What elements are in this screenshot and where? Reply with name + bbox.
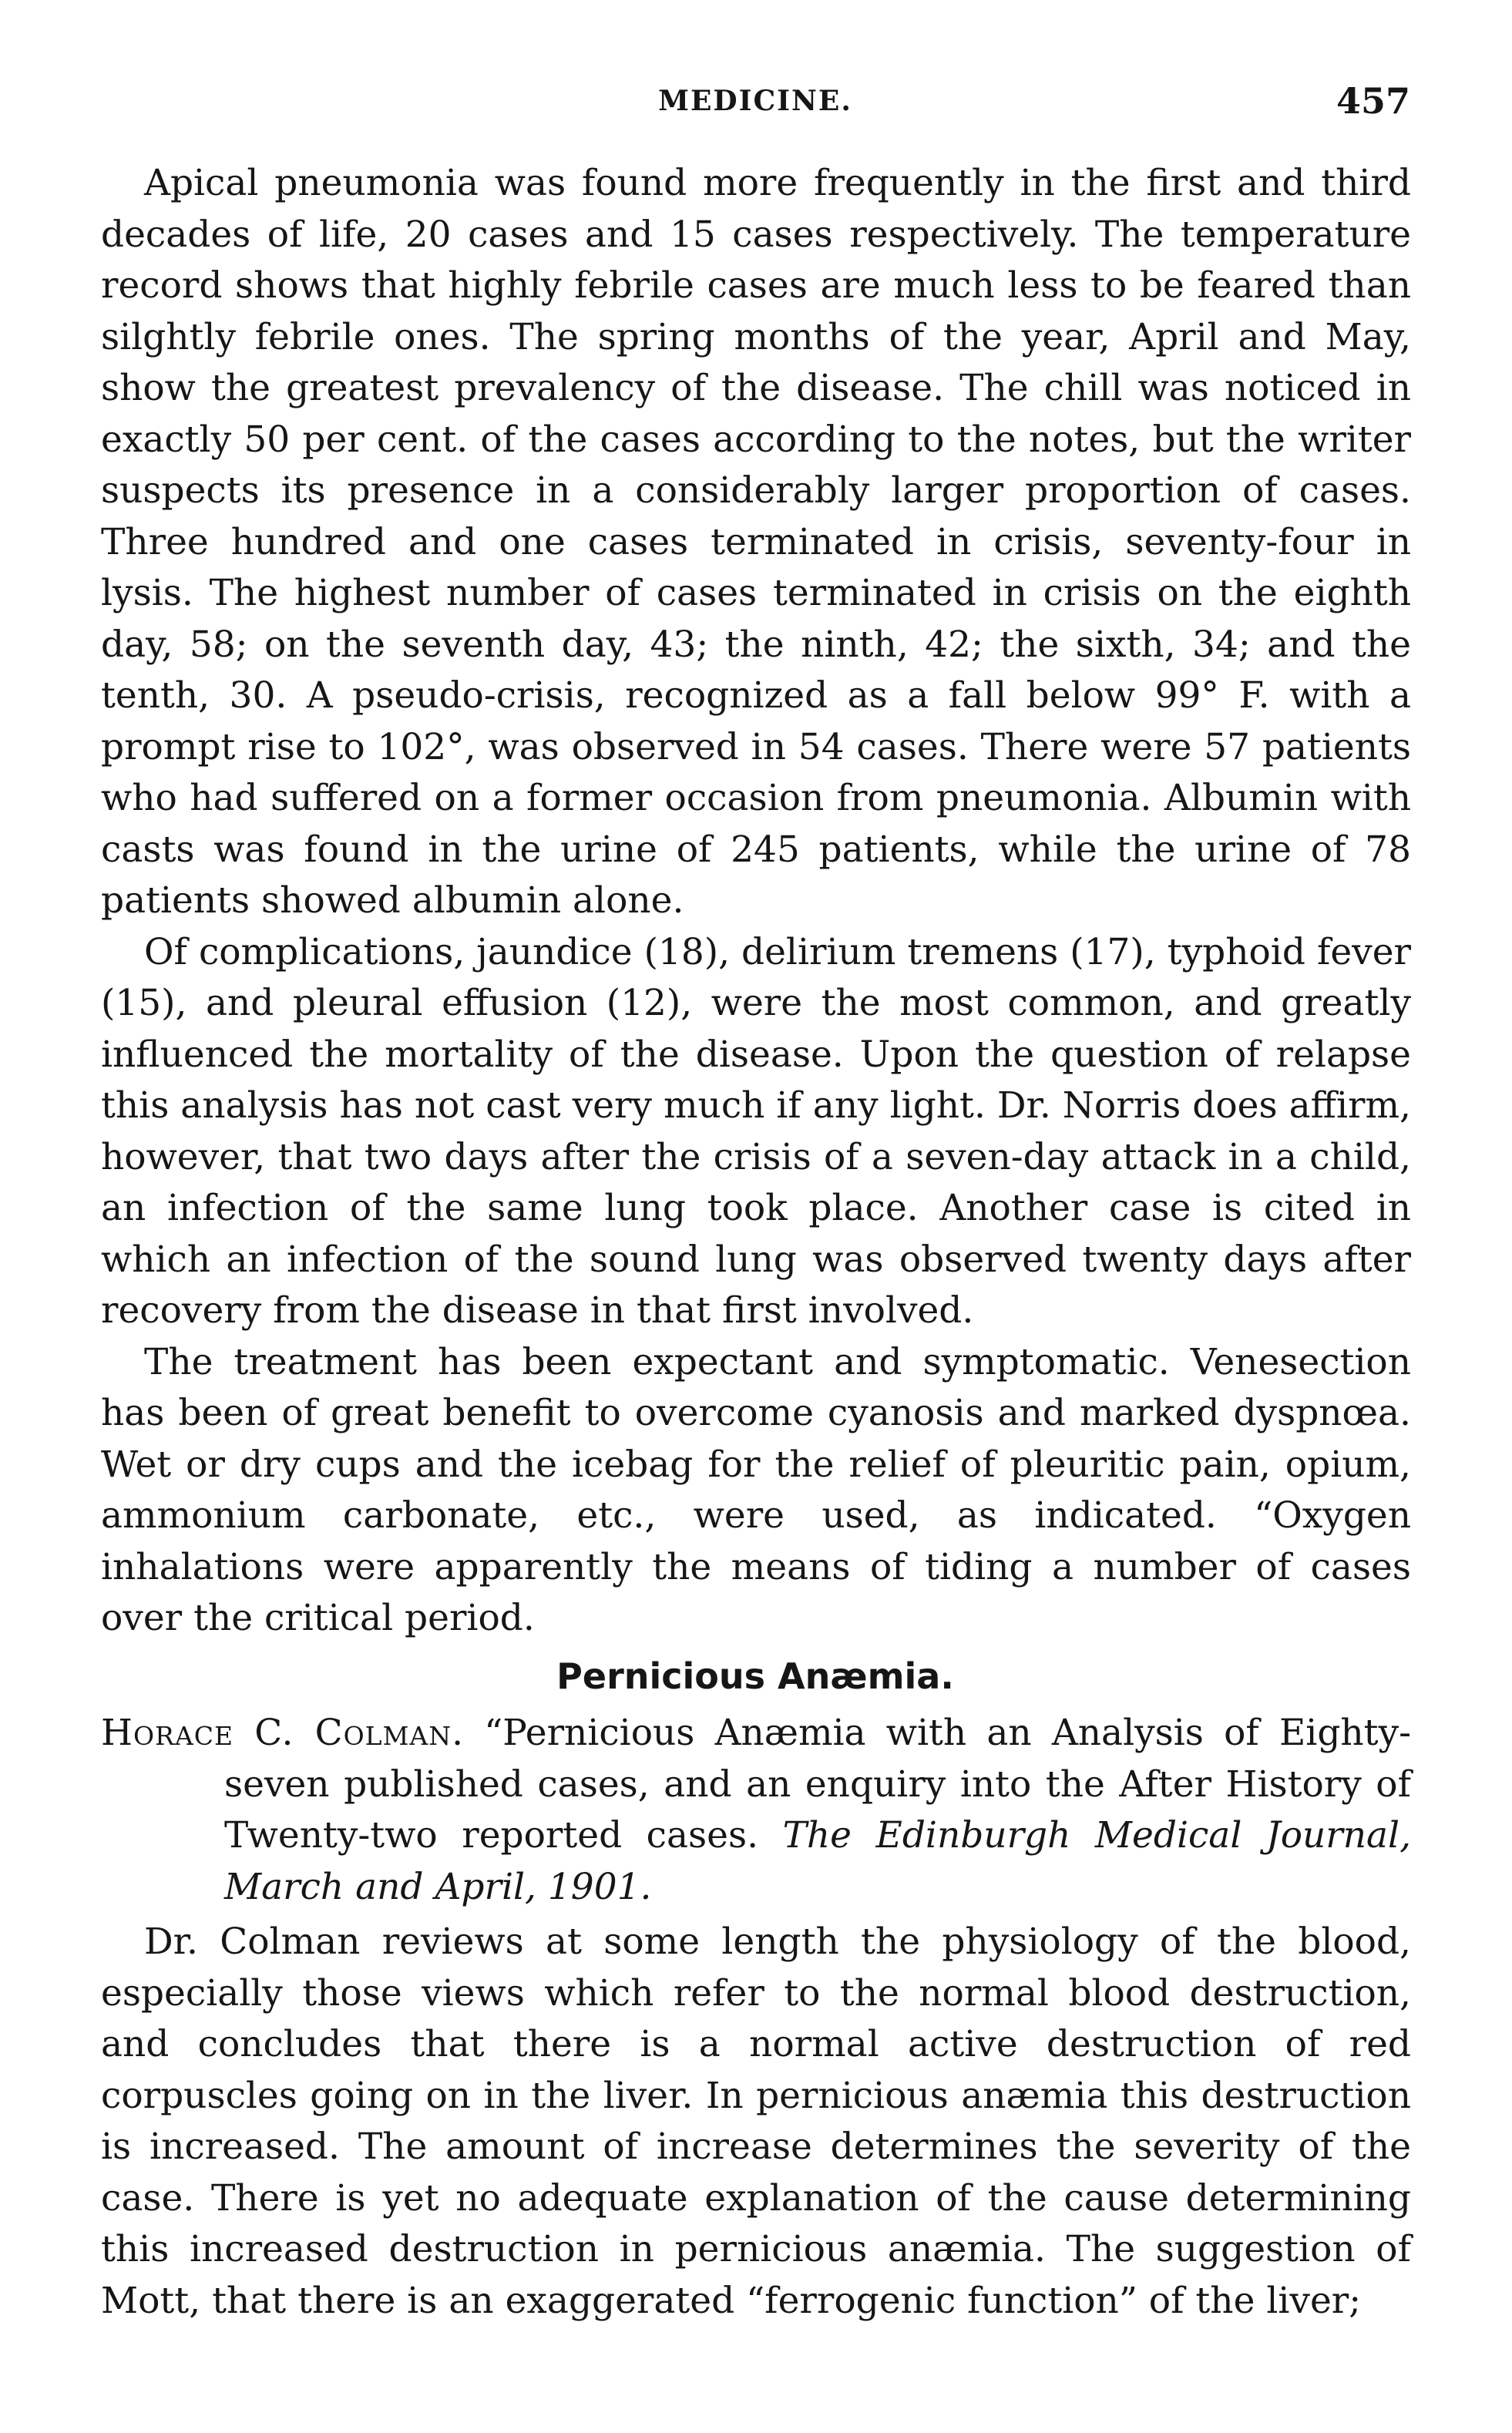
paragraph: Dr. Colman reviews at some length the physiology of the blood, especially those views which refer to the normal blood destruction, and concludes that there is a normal active destruction of red corpuscles going on in the liver. In pernicious anæmia this destruction is increased. The amount of increase determines the severity of the case. There is yet no adequate explanation of the cause determining this increased destruction in pernicious anæmia. The suggestion of Mott, that there is an exaggerated “ferrogenic function” of the liver; (101, 1921, 1411, 2322)
paragraph: Of complications, jaundice (18), delirium tremens (17), typhoid fever (15), and pleural effusion (12), were the most common, and greatly influenced the mortality of the disease. Upon the question of relapse this analysis has not cast very much if any light. Dr. Norris does affirm, however, that two days after the crisis of a seven-day attack in a child, an infection of the same lung took place. Another case is cited in which an infection of the sound lung was observed twenty days after recovery from the disease in that first involved. (101, 930, 1411, 1332)
paragraph: The treatment has been expectant and symptomatic. Venesection has been of great benefit to overcome cyanosis and marked dyspnœa. Wet or dry cups and the icebag for the relief of pleuritic pain, opium, ammonium carbonate, etc., were used, as indicated. “Oxygen inhalations were apparently the means of tiding a number of cases over the critical period. (101, 1340, 1411, 1639)
citation-journal: The Edinburgh Medical Journal, March and April, 1901. (224, 1814, 1412, 1908)
section-heading: Pernicious Anæmia. (556, 1655, 954, 1697)
running-title: MEDICINE. (658, 85, 852, 117)
body-text (101, 158, 1411, 1645)
paragraph: Apical pneumonia was found more frequently in the first and third decades of life, 20 cases and 15 cases respectively. The temperature record shows that highly febrile cases are much less to be feared than silghtly febrile ones. The spring months of the year, April and May, show the greatest prevalency of the disease. The chill was noticed in exactly 50 per cent. of the cases according to the notes, but the writer suspects its presence in a considerably larger proportion of cases. Three hundred and one cases terminated in crisis, seventy-four in lysis. The highest number of cases terminated in crisis on the eighth day, 58; on the seventh day, 43; the ninth, 42; the sixth, 34; and the tenth, 30. A pseudo-crisis, recognized as a fall below 99° F. with a prompt rise to 102°, was observed in 54 cases. There were 57 patients who had suffered on a former occasion from pneumonia. Albumin with casts was found in the urine of 245 patients, while the urine of 78 patients showed albumin alone. (101, 162, 1411, 922)
running-head (100, 77, 1410, 123)
page-number: 457 (1336, 80, 1410, 122)
citation-title: “Pernicious Anæmia with an Analysis of Eighty-seven published cases, and an enquiry into the After History of Twenty-two reported cases. (224, 1712, 1411, 1857)
citation-author: Horace C. Colman. (101, 1712, 465, 1754)
body-text-continued (101, 1917, 1411, 2327)
citation (101, 1708, 1411, 1913)
